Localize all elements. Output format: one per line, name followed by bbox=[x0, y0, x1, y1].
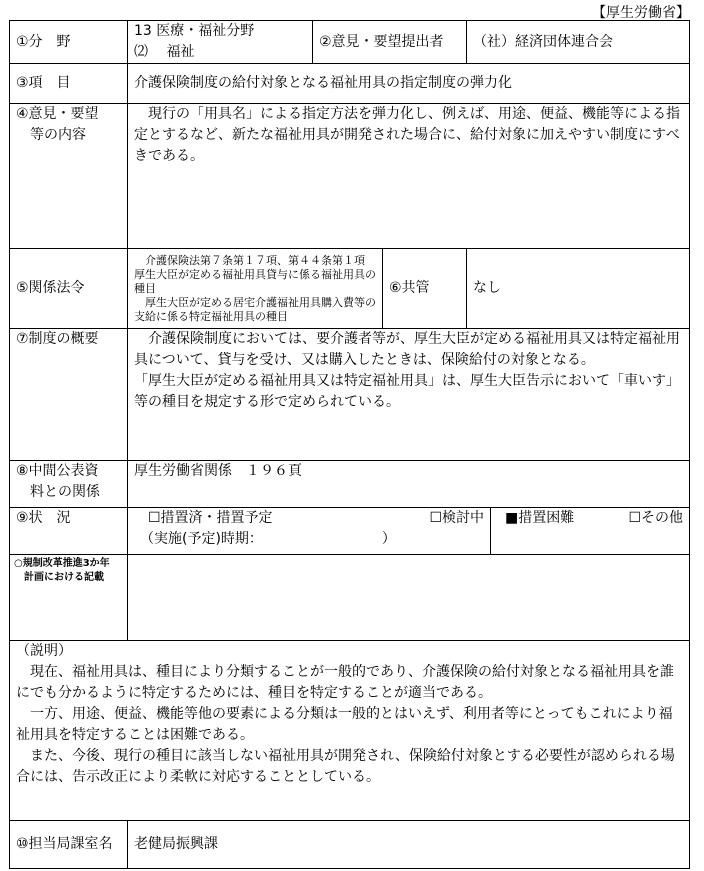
status-options-right bbox=[491, 508, 690, 555]
explanation bbox=[10, 641, 690, 821]
opinion-label-line1: ④意見・要望 bbox=[16, 106, 99, 122]
joint-value: なし bbox=[467, 249, 690, 329]
request-form-table bbox=[9, 20, 690, 869]
field-value bbox=[128, 21, 313, 64]
opinion-label-line2: 等の内容 bbox=[30, 127, 86, 143]
overview-text bbox=[128, 329, 690, 461]
interim-label-line1: ⑧中間公表資 bbox=[16, 463, 99, 479]
plan-label-line2: 計画における記載 bbox=[24, 572, 104, 583]
opinion-label bbox=[10, 104, 128, 249]
interim-label bbox=[10, 461, 128, 508]
ministry-label: 【厚生労働省】 bbox=[592, 5, 690, 21]
overview-para1: 介護保険制度においては、要介護者等が、厚生大臣が定める福祉用具又は特定福祉用具について、貸与を受け、又は購入したときは、保険給付の対象となる。 bbox=[134, 331, 680, 368]
laws-line3: 厚生大臣が定める居宅介護福祉用具購入費等の支給に係る特定福祉用具の種目 bbox=[134, 295, 376, 323]
item-label: ③項 目 bbox=[10, 64, 128, 104]
status-period: （実施(予定)時期： ） bbox=[140, 531, 396, 547]
office-value: 老健局振興課 bbox=[128, 821, 690, 869]
interim-label-line2: 料との関係 bbox=[30, 484, 100, 500]
plan-label bbox=[10, 555, 128, 641]
laws-line1: 介護保険法第７条第１７項、第４４条第１項 bbox=[145, 253, 365, 267]
interim-value: 厚生労働省関係 １９６頁 bbox=[128, 461, 690, 508]
submitter-value: （社）経済団体連合会 bbox=[467, 21, 690, 64]
office-label: ⑩担当局課室名 bbox=[10, 821, 128, 869]
opinion-paragraph: 現行の「用具名」による指定方法を弾力化し、例えば、用途、便益、機能等による指定とするなど、新たな福祉用具が開発された場合に、給付対象に加えやすい制度にすべきである。 bbox=[134, 106, 680, 164]
explanation-para1: 現在、福祉用具は、種目により分類することが一般的であり、介護保険の給付対象となる福祉用具を誰にでも分かるように特定するためには、種目を特定することが適当である。 bbox=[16, 664, 674, 701]
explanation-heading: （説明） bbox=[16, 643, 72, 659]
submitter-label: ②意見・要望提出者 bbox=[313, 21, 467, 64]
opinion-text bbox=[128, 104, 690, 249]
explanation-para3: また、今後、現行の種目に該当しない福祉用具が開発され、保険給付対象とする必要性が認められる場合には、告示改正により柔軟に対応することとしている。 bbox=[16, 748, 675, 785]
laws-value bbox=[128, 249, 383, 329]
joint-label: ⑥共管 bbox=[383, 249, 467, 329]
field-value-line1: 13 医療・福祉分野 bbox=[134, 23, 255, 39]
plan-value bbox=[128, 555, 690, 641]
field-value-line2: ⑵ 福祉 bbox=[134, 44, 195, 60]
field-label: ①分 野 bbox=[10, 21, 128, 64]
explanation-para2: 一方、用途、便益、機能等他の要素による分類は一般的とはいえず、利用者等にとってもこれにより福祉用具を特定することは困難である。 bbox=[16, 706, 673, 743]
status-option-done: ☐措置済・措置予定 bbox=[148, 510, 273, 526]
laws-label: ⑤関係法令 bbox=[10, 249, 128, 329]
overview-label: ⑦制度の概要 bbox=[10, 329, 128, 461]
status-label: ⑨状 況 bbox=[10, 508, 128, 555]
status-option-reviewing: ☐検討中 bbox=[429, 510, 484, 526]
overview-para2: 「厚生大臣が定める福祉用具又は特定福祉用具」は、厚生大臣告示において「車いす」等の種目を規定する形で定められている。 bbox=[134, 373, 680, 410]
plan-label-line1: ○規制改革推進3か年 bbox=[14, 558, 110, 569]
status-option-other: ☐その他 bbox=[628, 510, 683, 526]
item-value: 介護保険制度の給付対象となる福祉用具の指定制度の弾力化 bbox=[128, 64, 690, 104]
status-option-difficult: ■措置困難 bbox=[505, 510, 575, 526]
laws-line2: 厚生大臣が定める福祉用具貸与に係る福祉用具の種目 bbox=[134, 267, 376, 295]
status-options bbox=[128, 508, 491, 555]
